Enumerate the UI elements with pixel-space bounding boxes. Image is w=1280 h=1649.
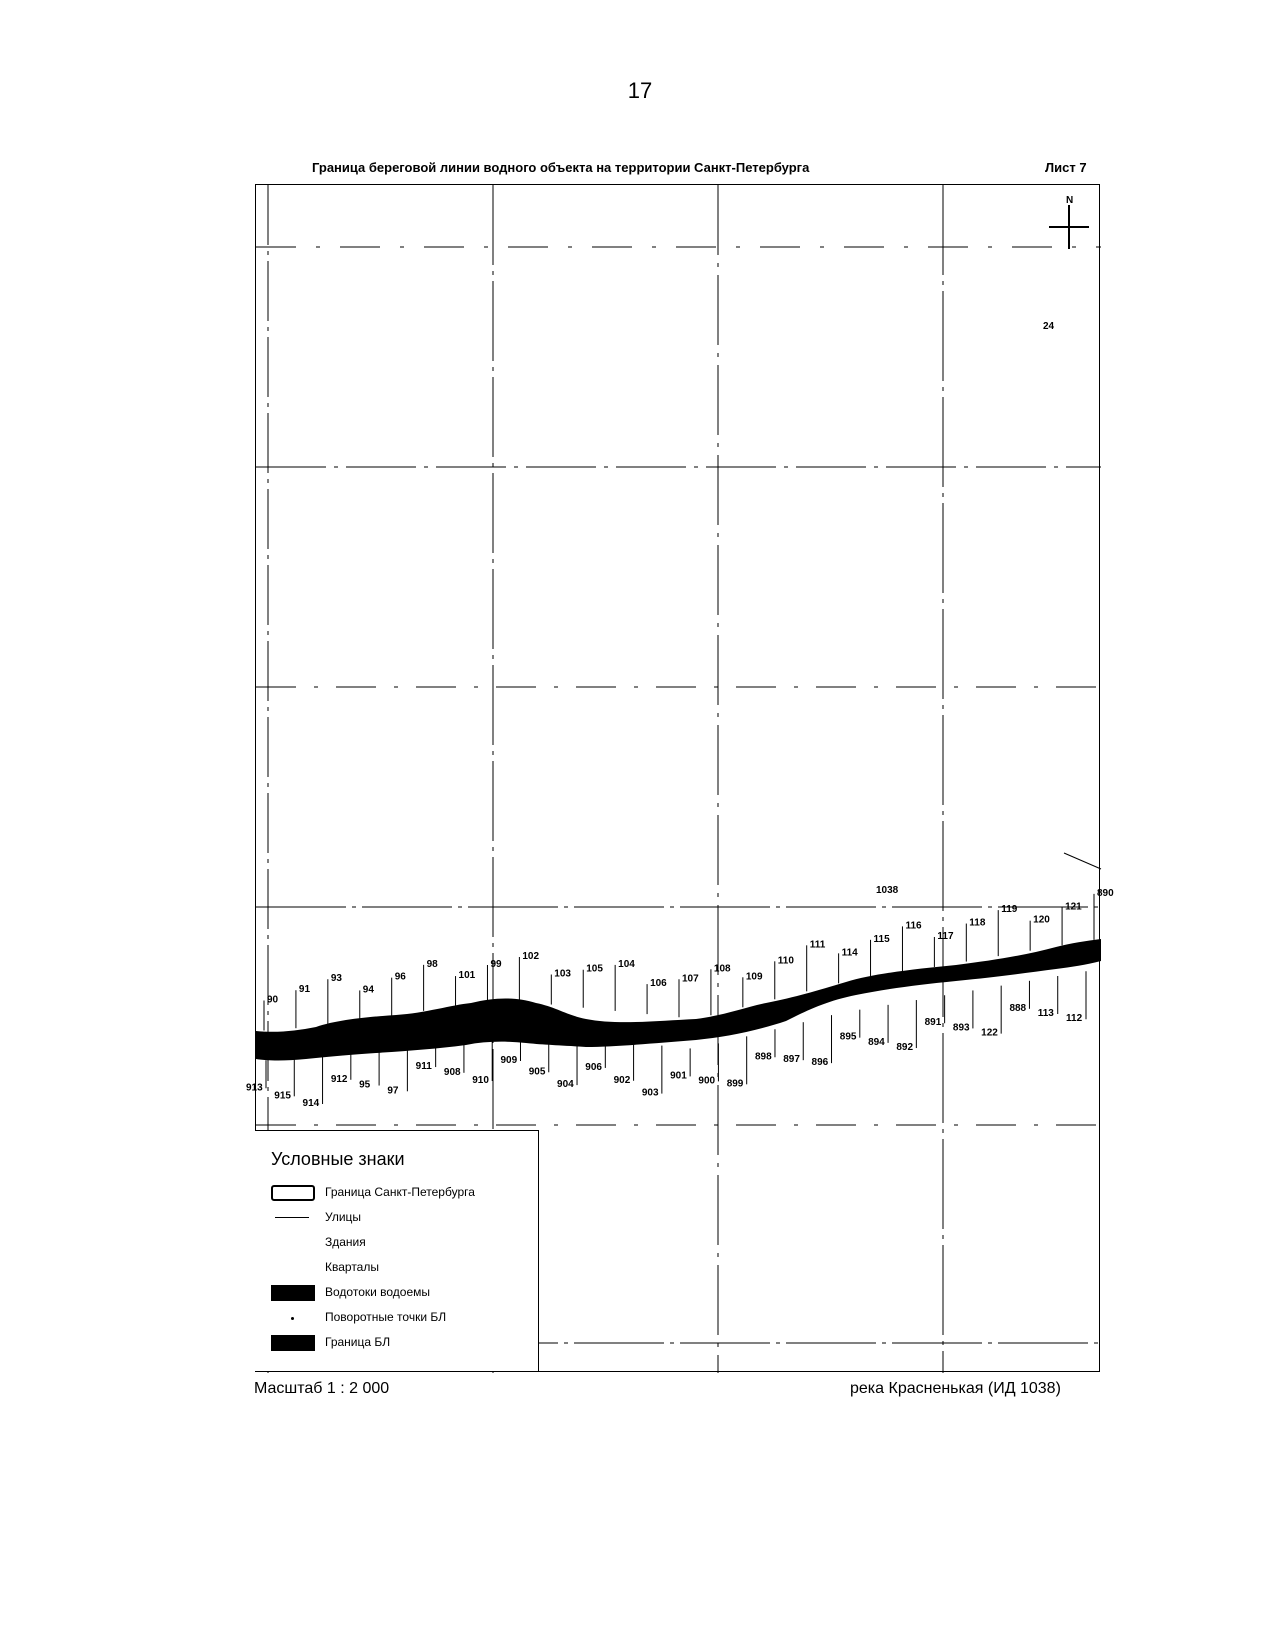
point-label-lower: 903 <box>641 1087 659 1099</box>
legend-item-label: Водотоки водоемы <box>325 1285 431 1299</box>
point-label-lower: 95 <box>359 1079 371 1091</box>
point-label-lower: 900 <box>698 1075 716 1087</box>
point-label-upper: 109 <box>745 971 763 983</box>
line-symbol-icon <box>275 1217 309 1218</box>
legend-title: Условные знаки <box>271 1149 405 1169</box>
legend-item-shoreline <box>271 1333 531 1353</box>
fill-symbol-icon <box>271 1285 315 1301</box>
block-number-label: 24 <box>1043 321 1055 332</box>
point-label-upper: 117 <box>937 930 954 942</box>
point-label-upper: 93 <box>330 973 342 985</box>
point-label-upper: 106 <box>650 978 667 990</box>
point-label-lower: 902 <box>613 1074 631 1086</box>
point-label-lower: 909 <box>500 1055 518 1066</box>
legend <box>255 1130 539 1372</box>
legend-item-label: Кварталы <box>325 1260 379 1274</box>
point-label-upper: 98 <box>426 958 438 970</box>
point-label-lower: 891 <box>924 1017 942 1029</box>
point-label-lower: 899 <box>726 1078 744 1090</box>
point-label-lower: 906 <box>585 1061 602 1073</box>
point-label-upper: 94 <box>362 984 374 996</box>
point-label-lower: 895 <box>839 1031 857 1043</box>
page-number: 17 <box>627 78 653 103</box>
legend-item-streets <box>271 1208 531 1228</box>
point-label-lower: 897 <box>783 1054 800 1066</box>
legend-item-blocks <box>271 1258 531 1278</box>
legend-item-buildings <box>271 1233 531 1253</box>
legend-item-spb-border <box>271 1183 531 1203</box>
point-labels <box>246 888 1114 1109</box>
legend-item-label: Здания <box>325 1235 366 1249</box>
point-label-upper: 111 <box>809 939 826 951</box>
point-label-lower: 910 <box>472 1075 489 1086</box>
point-label-lower: 905 <box>528 1066 546 1078</box>
point-label-lower: 913 <box>246 1082 263 1094</box>
sheet-label: Лист 7 <box>1045 160 1087 175</box>
point-label-upper: 119 <box>1001 904 1018 916</box>
street-line <box>1064 853 1101 869</box>
point-label-lower: 901 <box>670 1070 687 1082</box>
point-label-upper: 96 <box>394 971 406 983</box>
point-label-upper: 121 <box>1065 901 1082 913</box>
point-label-upper: 114 <box>841 947 858 959</box>
legend-item-water <box>271 1283 531 1303</box>
point-label-lower: 888 <box>1009 1002 1027 1014</box>
map-title: Граница береговой линии водного объекта на территории Санкт-Петербурга <box>312 160 810 175</box>
point-label-upper: 104 <box>618 958 635 970</box>
point-label-upper: 107 <box>682 973 699 985</box>
fill-symbol-icon <box>271 1335 315 1351</box>
point-label-upper: 105 <box>586 963 603 975</box>
point-label-upper: 110 <box>777 955 794 967</box>
legend-item-label: Поворотные точки БЛ <box>325 1310 447 1324</box>
point-label-lower: 894 <box>868 1036 885 1048</box>
north-label: N <box>1066 195 1074 206</box>
river-name-label: река Красненькая (ИД 1038) <box>850 1380 1061 1397</box>
point-label-lower: 892 <box>896 1042 914 1054</box>
point-label-upper: 115 <box>873 933 890 945</box>
point-label-lower: 122 <box>981 1027 998 1039</box>
legend-item-label: Граница БЛ <box>325 1335 391 1349</box>
point-label-upper: 120 <box>1033 914 1050 926</box>
point-label-upper: 102 <box>522 951 540 962</box>
point-label-upper: 108 <box>713 963 731 975</box>
point-label-lower: 915 <box>274 1090 291 1102</box>
outline-symbol-icon <box>271 1185 315 1201</box>
point-label-upper: 890 <box>1097 887 1114 899</box>
legend-item-label: Улицы <box>325 1210 362 1224</box>
dot-symbol-icon <box>291 1317 294 1320</box>
legend-item-label: Граница Санкт-Петербурга <box>325 1185 475 1199</box>
north-arrow-icon <box>1049 205 1089 249</box>
point-label-lower: 896 <box>811 1057 829 1069</box>
point-label-lower: 112 <box>1066 1013 1083 1025</box>
point-label-upper: 99 <box>490 959 502 970</box>
point-label-upper: 116 <box>905 920 922 932</box>
scale-label: Масштаб 1 : 2 000 <box>254 1380 390 1397</box>
point-label-lower: 113 <box>1037 1008 1054 1020</box>
point-label-lower: 893 <box>952 1022 970 1034</box>
legend-item-turning-points <box>271 1308 531 1328</box>
point-label-lower: 904 <box>557 1079 574 1091</box>
point-label-lower: 912 <box>330 1073 348 1085</box>
point-label-lower: 911 <box>415 1061 432 1073</box>
point-label-upper: 118 <box>969 917 986 929</box>
point-label-upper: 101 <box>458 970 476 982</box>
point-label-upper: 91 <box>298 984 311 996</box>
point-label-upper: 90 <box>267 994 279 1006</box>
object-id-label: 1038 <box>876 885 899 896</box>
point-label-upper: 103 <box>554 968 571 980</box>
point-label-lower: 908 <box>443 1066 461 1078</box>
point-label-lower: 97 <box>387 1085 399 1097</box>
point-label-lower: 914 <box>302 1098 320 1110</box>
point-label-lower: 898 <box>754 1051 772 1063</box>
